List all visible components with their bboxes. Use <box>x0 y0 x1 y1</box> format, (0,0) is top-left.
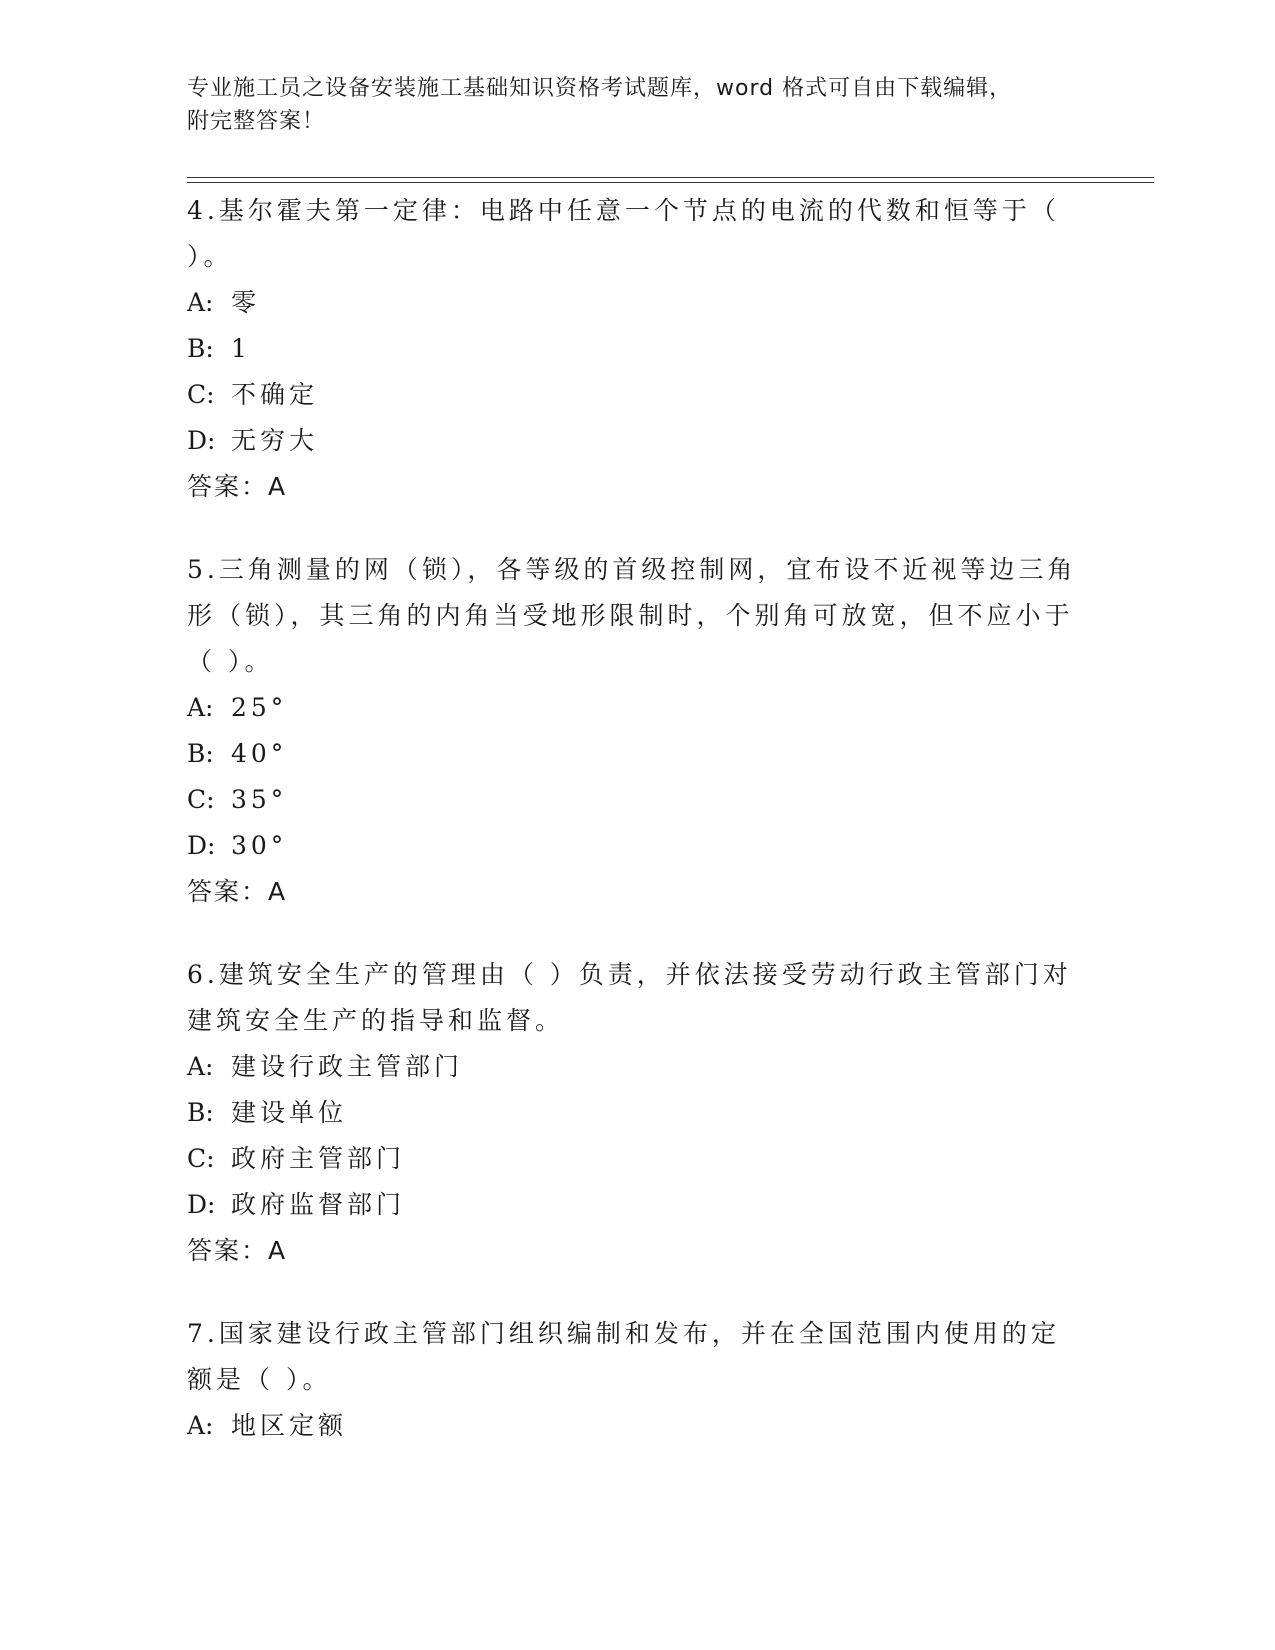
answer-line: 答案：A <box>187 472 288 501</box>
option-d <box>187 418 1087 464</box>
option-label: A: <box>187 693 214 722</box>
option-text: 零 <box>231 288 261 317</box>
question-text: 4.基尔霍夫第一定律：电路中任意一个节点的电流的代数和恒等于（ ）。 <box>187 196 1060 271</box>
option-a <box>187 1044 1087 1090</box>
option-text: 1 <box>231 334 251 363</box>
option-label: B: <box>187 739 214 768</box>
option-a <box>187 685 1087 731</box>
question-text: 6.建筑安全生产的管理由（ ）负责，并依法接受劳动行政主管部门对建筑安全生产的指导和监督。 <box>187 960 1072 1035</box>
question-text: 5.三角测量的网（锁），各等级的首级控制网，宜布设不近视等边三角形（锁），其三角的内角当受地形限制时，个别角可放宽，但不应小于（ ）。 <box>187 555 1077 676</box>
question-item <box>187 188 1087 510</box>
header-line-1: 专业施工员之设备安装施工基础知识资格考试题库，word 格式可自由下载编辑， <box>187 76 1013 101</box>
option-text: 25° <box>231 693 288 722</box>
option-a <box>187 280 1087 326</box>
option-d <box>187 823 1087 869</box>
option-b <box>187 731 1087 777</box>
option-c <box>187 777 1087 823</box>
question-item <box>187 547 1087 915</box>
option-b <box>187 1090 1087 1136</box>
question-list <box>187 188 1087 1486</box>
option-label: C: <box>187 1144 215 1173</box>
option-label: D: <box>187 831 216 860</box>
option-text: 政府监督部门 <box>231 1190 406 1219</box>
option-label: B: <box>187 1098 214 1127</box>
header-divider-bottom <box>187 182 1154 183</box>
header-divider-top <box>187 177 1154 178</box>
option-text: 40° <box>231 739 288 768</box>
option-text: 政府主管部门 <box>231 1144 406 1173</box>
option-text: 不确定 <box>231 380 319 409</box>
question-item <box>187 952 1087 1274</box>
option-label: D: <box>187 426 216 455</box>
answer-line: 答案：A <box>187 877 288 906</box>
option-text: 无穷大 <box>231 426 319 455</box>
option-a <box>187 1403 1087 1449</box>
option-text: 建设行政主管部门 <box>231 1052 464 1081</box>
option-label: C: <box>187 785 215 814</box>
option-label: A: <box>187 1411 214 1440</box>
question-item <box>187 1311 1087 1449</box>
option-text: 地区定额 <box>231 1411 348 1440</box>
option-label: A: <box>187 288 214 317</box>
answer-line: 答案：A <box>187 1236 288 1265</box>
header-line-2: 附完整答案！ <box>187 109 326 134</box>
option-label: C: <box>187 380 215 409</box>
question-text: 7.国家建设行政主管部门组织编制和发布，并在全国范围内使用的定额是（ ）。 <box>187 1319 1060 1394</box>
option-b <box>187 326 1087 372</box>
document-header <box>187 72 1067 138</box>
option-text: 30° <box>231 831 288 860</box>
option-label: A: <box>187 1052 214 1081</box>
option-text: 建设单位 <box>231 1098 348 1127</box>
option-c <box>187 1136 1087 1182</box>
option-label: D: <box>187 1190 216 1219</box>
option-label: B: <box>187 334 214 363</box>
option-c <box>187 372 1087 418</box>
option-d <box>187 1182 1087 1228</box>
option-text: 35° <box>231 785 288 814</box>
